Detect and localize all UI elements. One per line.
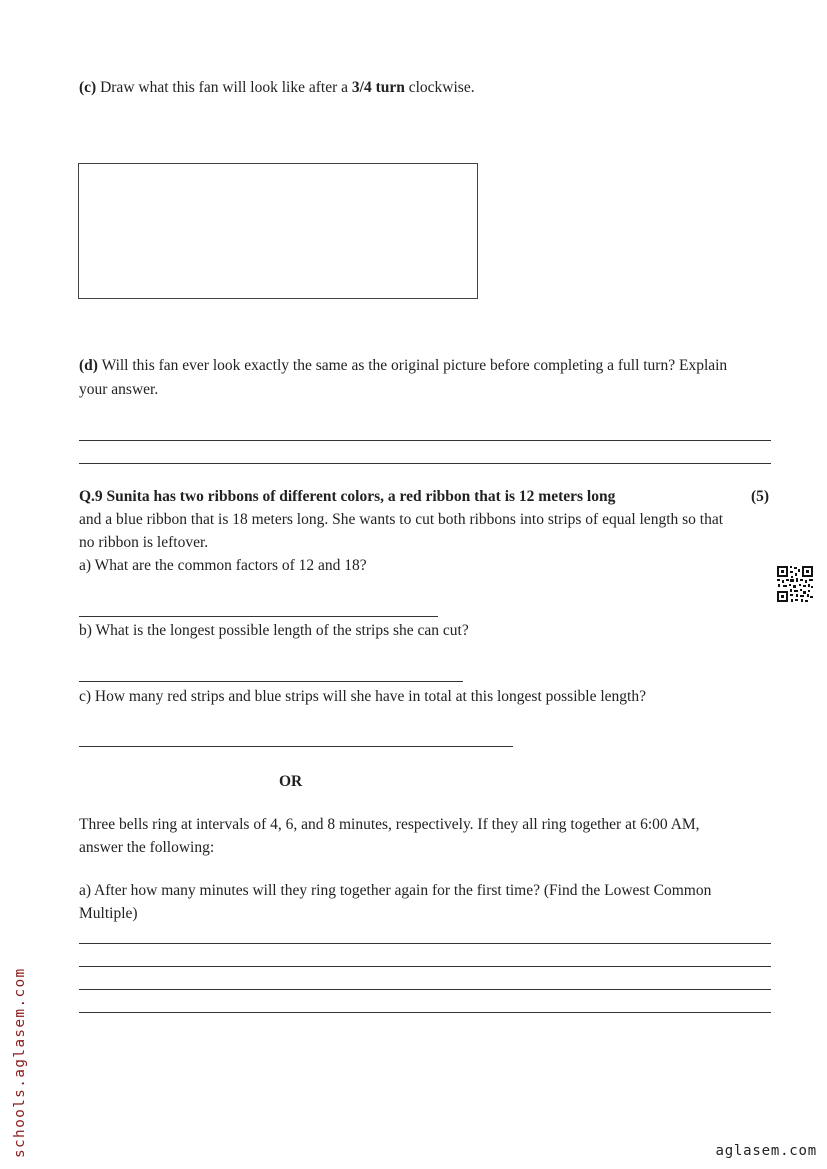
part-d-line1: Will this fan ever look exactly the same as the original picture before completing a full turn? Explain [101,357,728,374]
answer-line-q9-c[interactable] [79,746,513,747]
part-c-label: (c) [79,79,97,96]
q9-line3: no ribbon is leftover. [79,534,209,551]
answer-line-d-1[interactable] [79,440,771,441]
answer-line-d-2[interactable] [79,463,771,464]
alt-line2: answer the following: [79,839,215,856]
q9-sub-b: b) What is the longest possible length of the strips she can cut? [79,622,469,639]
q9-sub-a: a) What are the common factors of 12 and 18? [79,557,367,574]
answer-line-q9-a[interactable] [79,616,438,617]
q9-marks-text: (5) [751,488,770,505]
q9-sub-c: c) How many red strips and blue strips will she have in total at this longest possible length? [79,688,646,705]
answer-line-alt-2[interactable] [79,966,771,967]
q9-line2: and a blue ribbon that is 18 meters long. She wants to cut both ribbons into strips of equal length so that [79,511,724,528]
answer-line-q9-b[interactable] [79,681,463,682]
side-watermark: schools.aglasem.com [12,967,28,1158]
part-c-text-before: Draw what this fan will look like after a [100,79,349,96]
part-c-text-after: clockwise. [408,79,475,96]
part-d-line2: your answer. [79,381,159,398]
or-label: OR [279,773,303,790]
alt-sub-a-line1: a) After how many minutes will they ring together again for the first time? (Find the Lowest Common [79,882,712,899]
part-d-question [79,354,727,377]
answer-line-alt-4[interactable] [79,1012,771,1013]
q9-heading [79,485,615,508]
q9-heading-text: Q.9 Sunita has two ribbons of different colors, a red ribbon that is 12 meters long [79,488,616,505]
drawing-answer-box[interactable] [78,163,478,299]
qr-code-icon [776,565,814,603]
q9-marks [751,485,769,508]
part-c-question [79,76,475,99]
alt-sub-a-line2: Multiple) [79,905,138,922]
footer-brand: aglasem.com [715,1143,817,1159]
or-separator [279,770,302,793]
answer-line-alt-3[interactable] [79,989,771,990]
part-c-bold: 3/4 turn [351,79,405,96]
alt-line1: Three bells ring at intervals of 4, 6, and 8 minutes, respectively. If they all ring together at 6:00 AM, [79,816,700,833]
answer-line-alt-1[interactable] [79,943,771,944]
part-d-label: (d) [79,357,98,374]
